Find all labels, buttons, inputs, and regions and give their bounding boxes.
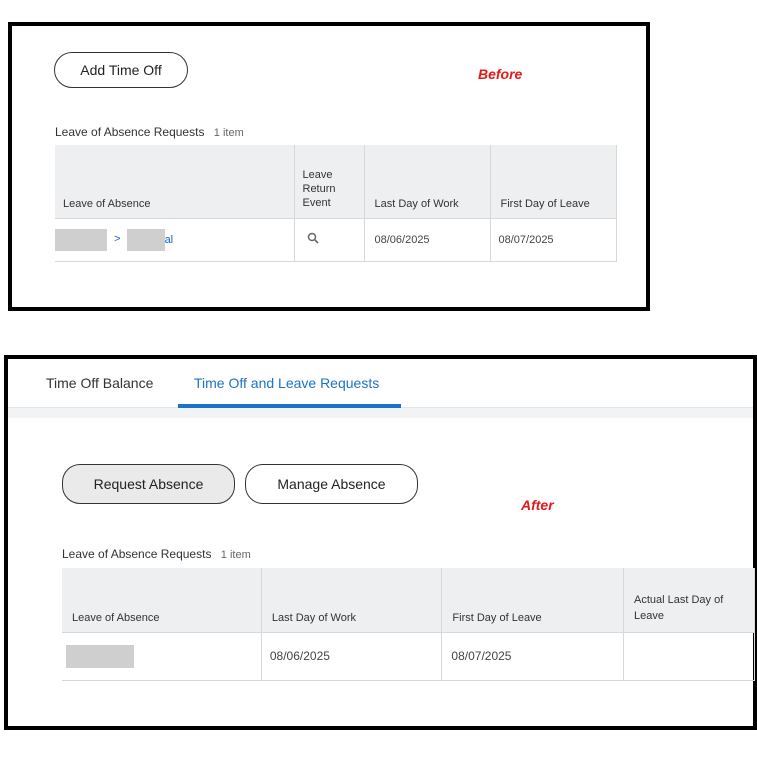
actual-last-day-label: Actual Last Day of Leave xyxy=(634,593,724,622)
table-row xyxy=(62,632,755,680)
leave-of-absence-cell[interactable] xyxy=(62,632,261,680)
last-day-of-work-cell: 08/06/2025 xyxy=(364,218,490,261)
redacted-name xyxy=(55,229,107,251)
column-header-last-day-of-work: Last Day of Work xyxy=(364,145,490,218)
after-panel xyxy=(4,355,757,730)
before-panel xyxy=(8,22,650,311)
actual-last-day-of-leave-cell xyxy=(624,632,755,680)
item-count: 1 item xyxy=(220,549,251,561)
leave-return-event-label: Leave Return Event xyxy=(302,168,336,209)
manage-absence-label: Manage Absence xyxy=(277,476,386,492)
section-title-text: Leave of Absence Requests xyxy=(62,547,212,561)
tab-time-off-balance-label: Time Off Balance xyxy=(46,375,154,391)
column-header-first-day-of-leave: First Day of Leave xyxy=(442,568,624,632)
before-leave-table xyxy=(55,145,617,262)
item-count: 1 item xyxy=(213,127,244,139)
table-header-row xyxy=(62,568,755,632)
first-day-of-leave-cell: 08/07/2025 xyxy=(490,218,617,261)
leave-requests-title xyxy=(55,125,244,139)
tab-bar xyxy=(8,359,753,408)
manage-absence-button[interactable] xyxy=(245,464,418,504)
after-leave-table xyxy=(62,568,755,681)
column-header-leave-of-absence: Leave of Absence xyxy=(62,568,261,632)
column-header-leave-of-absence: Leave of Absence xyxy=(55,145,294,218)
before-annotation: Before xyxy=(478,66,523,82)
redacted-leave-type xyxy=(127,229,165,251)
leave-of-absence-cell[interactable] xyxy=(55,218,294,261)
leave-requests-title xyxy=(62,547,251,561)
section-title-text: Leave of Absence Requests xyxy=(55,125,205,139)
last-day-of-work-cell: 08/06/2025 xyxy=(261,632,442,680)
after-annotation: After xyxy=(521,497,554,513)
first-day-of-leave-cell: 08/07/2025 xyxy=(442,632,624,680)
tab-time-off-balance[interactable] xyxy=(46,375,153,391)
request-absence-button[interactable] xyxy=(62,464,235,504)
tab-time-off-and-leave-requests-label: Time Off and Leave Requests xyxy=(194,375,380,391)
add-time-off-button[interactable] xyxy=(54,52,188,88)
table-row xyxy=(55,218,617,261)
table-header-row xyxy=(55,145,617,218)
column-header-first-day-of-leave: First Day of Leave xyxy=(490,145,617,218)
request-absence-label: Request Absence xyxy=(93,476,204,492)
leave-return-event-cell[interactable] xyxy=(294,218,364,261)
tab-time-off-and-leave-requests[interactable] xyxy=(178,359,401,407)
column-header-last-day-of-work: Last Day of Work xyxy=(261,568,442,632)
column-header-leave-return-event xyxy=(294,145,364,218)
tab-bar-divider-strip xyxy=(8,408,753,418)
column-header-actual-last-day-of-leave xyxy=(624,568,755,632)
search-icon[interactable] xyxy=(307,232,319,244)
leave-link-tail[interactable]: al xyxy=(164,233,174,246)
redacted-leave-name xyxy=(66,645,134,668)
add-time-off-label: Add Time Off xyxy=(80,62,162,78)
leave-link-separator[interactable]: > xyxy=(114,233,121,246)
